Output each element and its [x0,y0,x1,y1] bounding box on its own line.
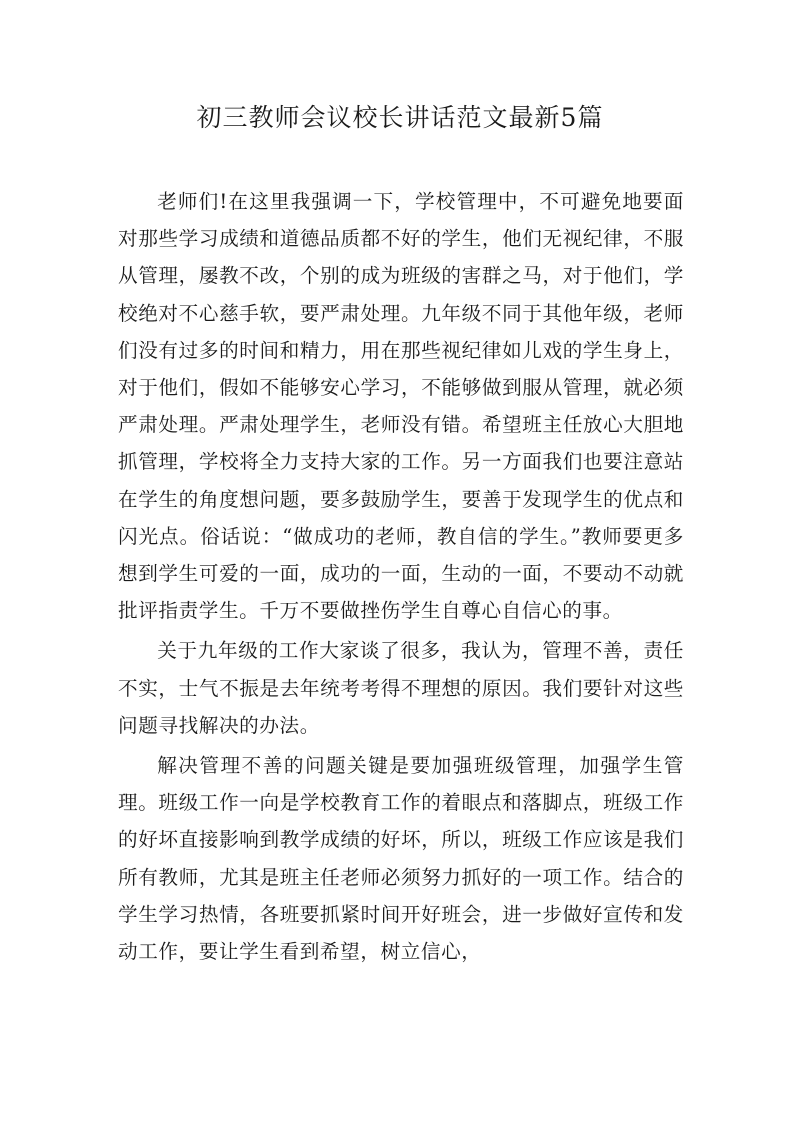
paragraph-1: 老师们!在这里我强调一下，学校管理中，不可避免地要面对那些学习成绩和道德品质都不好的学生，他们无视纪律，不服从管理，屡教不改，个别的成为班级的害群之马，对于他们，学校绝对不心慈手软，要严肃处理。九年级不同于其他年级，老师们没有过多的时间和精力，用在那些视纪律如儿戏的学生身上，对于他们，假如不能够安心学习，不能够做到服从管理，就必须严肃处理。严肃处理学生，老师没有错。希望班主任放心大胆地抓管理，学校将全力支持大家的工作。另一方面我们也要注意站在学生的角度想问题，要多鼓励学生，要善于发现学生的优点和闪光点。俗话说：“做成功的老师，教自信的学生。”教师要更多想到学生可爱的一面，成功的一面，生动的一面，不要动不动就批评指责学生。千万不要做挫伤学生自尊心自信心的事。 [118,190,684,623]
document-title: 初三教师会议校长讲话范文最新5篇 [196,103,604,132]
paragraph-3: 解决管理不善的问题关键是要加强班级管理，加强学生管理。班级工作一向是学校教育工作的着眼点和落脚点，班级工作的好坏直接影响到教学成绩的好坏，所以，班级工作应该是我们所有教师，尤其是班主任老师必须努力抓好的一项工作。结合的学生学习热情，各班要抓紧时间开好班会，进一步做好宣传和发动工作，要让学生看到希望，树立信心， [118,754,684,964]
document-body [118,183,684,973]
paragraph-2: 关于九年级的工作大家谈了很多，我认为，管理不善，责任不实，士气不振是去年统考考得不理想的原因。我们要针对这些问题寻找解决的办法。 [118,639,684,737]
